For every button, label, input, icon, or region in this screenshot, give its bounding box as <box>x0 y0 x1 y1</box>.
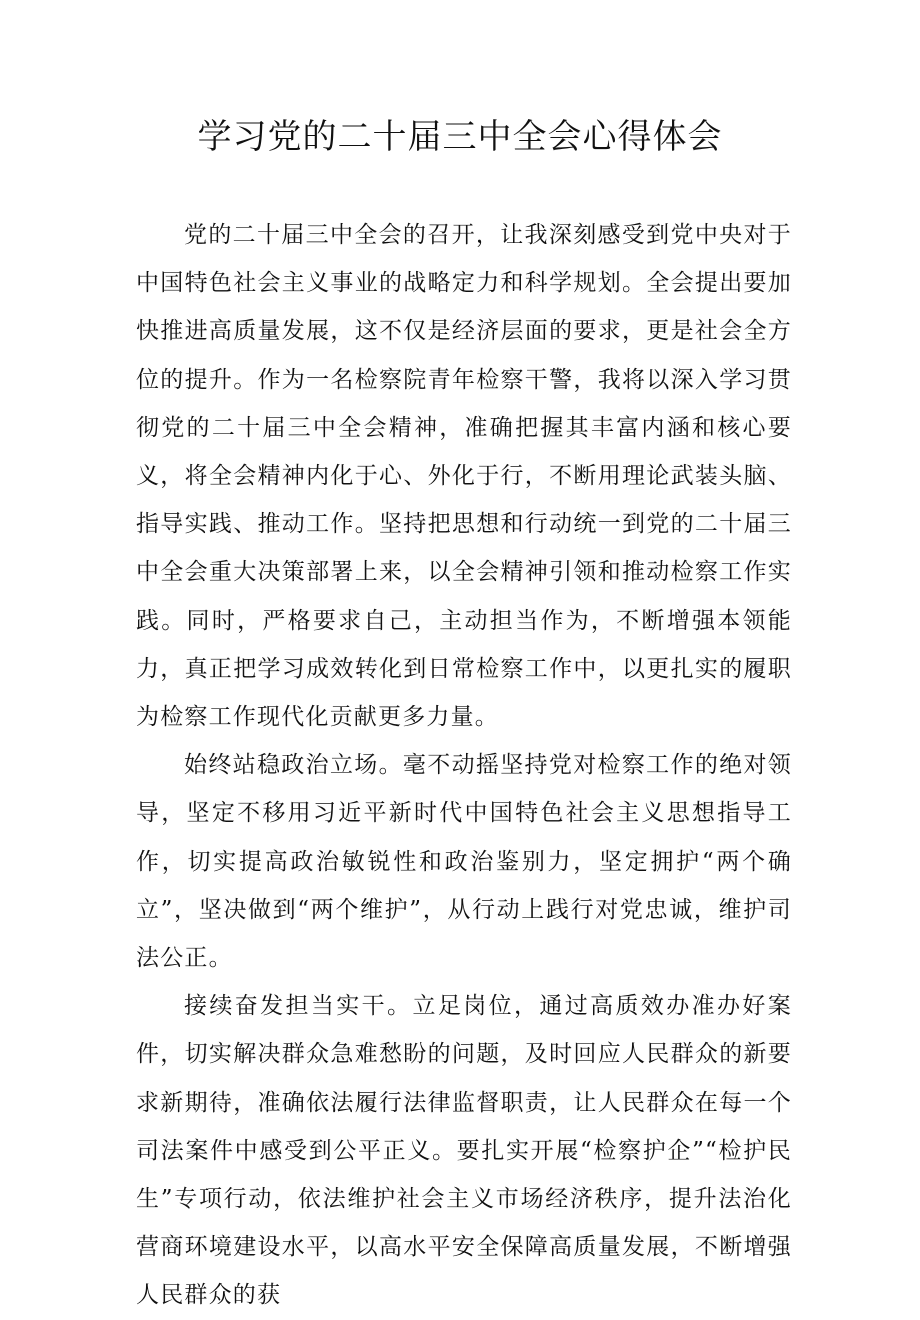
document-body <box>136 211 792 1320</box>
paragraph-1: 党的二十届三中全会的召开，让我深刻感受到党中央对于中国特色社会主义事业的战略定力和科学规划。全会提出要加快推进高质量发展，这不仅是经济层面的要求，更是社会全方位的提升。作为一名检察院青年检察干警，我将以深入学习贯彻党的二十届三中全会精神，准确把握其丰富内涵和核心要义，将全会精神内化于心、外化于行，不断用理论武装头脑、指导实践、推动工作。坚持把思想和行动统一到党的二十届三中全会重大决策部署上来，以全会精神引领和推动检察工作实践。同时，严格要求自己，主动担当作为，不断增强本领能力，真正把学习成效转化到日常检察工作中，以更扎实的履职为检察工作现代化贡献更多力量。 <box>136 222 792 731</box>
paragraph-2: 始终站稳政治立场。毫不动摇坚持党对检察工作的绝对领导，坚定不移用习近平新时代中国特色社会主义思想指导工作，切实提高政治敏锐性和政治鉴别力，坚定拥护“两个确立”，坚决做到“两个维护”，从行动上践行对党忠诚，维护司法公正。 <box>136 752 792 972</box>
document-title: 学习党的二十届三中全会心得体会 <box>197 117 723 157</box>
paragraph-3: 接续奋发担当实干。立足岗位，通过高质效办准办好案件，切实解决群众急难愁盼的问题，及时回应人民群众的新要求新期待，准确依法履行法律监督职责，让人民群众在每一个司法案件中感受到公平正义。要扎实开展“检察护企”“检护民生”专项行动，依法维护社会主义市场经济秩序，提升法治化营商环境建设水平，以高水平安全保障高质量发展，不断增强人民群众的获 <box>136 993 792 1309</box>
